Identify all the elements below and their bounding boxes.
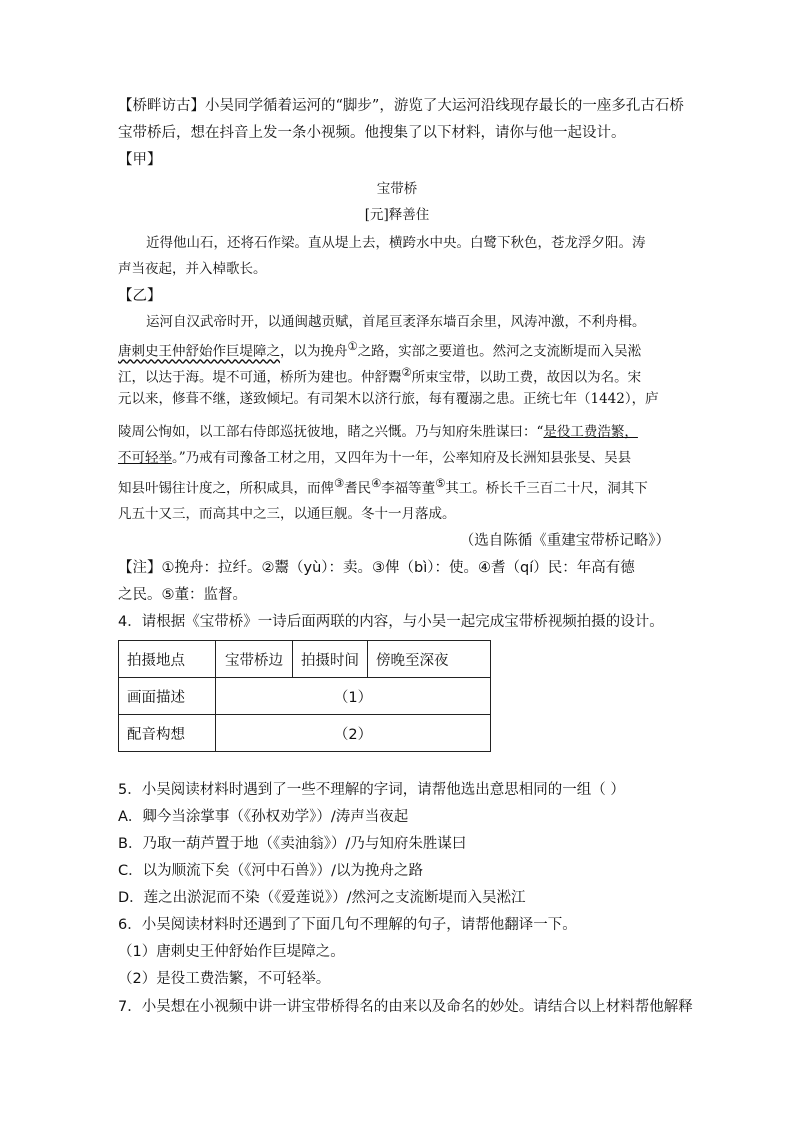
underlined-sentence-1: 是役工费浩繁， — [543, 424, 638, 440]
shooting-design-table — [118, 640, 491, 752]
cell-location-value: 宝带桥边 — [216, 641, 293, 678]
yi-line-1: 运河自汉武帝时开，以通闽越贡赋，首尾亘袤泽东墙百余里，风涛冲激，不利舟楫。 — [146, 314, 646, 330]
notes-line-1: 【注】①挽舟：拉纤。②鬻（yù）：卖。③俾（bì）：使。④耆（qí）民：年高有德 — [118, 560, 635, 576]
yi-line-7-c: 李福等董 — [381, 480, 436, 497]
cell-scene-answer[interactable]: （1） — [216, 678, 491, 715]
q6-sentence-2: （2）是役工费浩繁，不可轻举。 — [118, 971, 331, 987]
poem-line-1: 近得他山石，还将石作梁。直从堤上去，横跨水中央。白鹭下秋色，苍龙浮夕阳。涛 — [146, 235, 646, 251]
yi-line-3-b: 所束宝带，以助工费，故因以为名。宋 — [411, 369, 642, 386]
yi-line-3-a: 江，以达于海。堤不可通，桥所为建也。仲舒鬻 — [118, 369, 402, 386]
note-mark-1: ① — [347, 340, 358, 353]
yi-line-4: 元以来，修葺不继，遂致倾圮。有司架木以济行旅，每有覆溺之患。正统七年（1442），庐 — [118, 391, 659, 407]
q5-option-d[interactable]: D．莲之出淤泥而不染（《爱莲说》）/然河之支流断堤而入吴淞江 — [118, 890, 526, 906]
yi-line-5 — [118, 422, 638, 442]
cell-location-label: 拍摄地点 — [119, 641, 216, 678]
yi-line-7-d: 其工。桥长千三百二十尺，洞其下 — [445, 480, 648, 497]
q5-option-c[interactable]: C．以为顺流下矣（《河中石兽》）/以为挽舟之路 — [118, 863, 424, 879]
q5-option-b[interactable]: B．乃取一葫芦置于地（《卖油翁》）/乃与知府朱胜谋曰 — [118, 836, 467, 852]
yi-line-3 — [118, 363, 641, 388]
poem-title: 宝带桥 — [376, 181, 418, 197]
yi-line-2 — [118, 337, 641, 362]
cell-time-label: 拍摄时间 — [293, 641, 368, 678]
wavy-sentence: 唐刺史王仲舒始作巨堤障之 — [118, 343, 280, 360]
cell-voiceover-label: 配音构想 — [119, 715, 216, 752]
underlined-sentence-2: 不可轻举 — [118, 450, 172, 466]
q4-text: 4．请根据《宝带桥》一诗后面两联的内容，与小吴一起完成宝带桥视频拍摄的设计。 — [118, 614, 664, 630]
notes-line-2: 之民。⑤董：监督。 — [118, 587, 247, 603]
yi-line-7-b: 耆民 — [344, 480, 372, 497]
note-mark-3: ③ — [334, 477, 345, 490]
yi-line-2-a: ，以为挽舟 — [280, 343, 348, 360]
cell-time-value: 傍晚至深夜 — [368, 641, 491, 678]
source-citation: （选自陈循《重建宝带桥记略》） — [459, 533, 670, 549]
jia-label: 【甲】 — [118, 152, 162, 168]
note-mark-4: ④ — [371, 477, 382, 490]
q6-text: 6．小吴阅读材料时还遇到了下面几句不理解的句子，请帮他翻译一下。 — [118, 917, 577, 933]
intro-line-1: 【桥畔访古】小吴同学循着运河的“脚步”，游览了大运河沿线现存最长的一座多孔古石桥 — [118, 98, 684, 114]
q5-text: 5．小吴阅读材料时遇到了一些不理解的字词，请帮他选出意思相同的一组（ ） — [118, 782, 625, 798]
note-mark-2: ② — [401, 366, 412, 379]
q7-text: 7．小吴想在小视频中讲一讲宝带桥得名的由来以及命名的妙处。请结合以上材料帮他解释 — [118, 999, 693, 1015]
note-mark-5: ⑤ — [435, 477, 446, 490]
q6-sentence-1: （1）唐刺史王仲舒始作巨堤障之。 — [118, 944, 345, 960]
yi-line-5-a: 陵周公恂如，以工部右侍郎巡抚彼地，睹之兴慨。乃与知府朱胜谋曰：“ — [118, 424, 544, 440]
yi-line-6 — [118, 448, 631, 468]
cell-voiceover-answer[interactable]: （2） — [216, 715, 491, 752]
yi-line-2-b: 之路，实部之要道也。然河之支流断堤而入吴淞 — [357, 343, 642, 360]
cell-scene-label: 画面描述 — [119, 678, 216, 715]
intro-line-2: 宝带桥后，想在抖音上发一条小视频。他搜集了以下材料，请你与他一起设计。 — [118, 125, 626, 141]
poem-line-2: 声当夜起，并入棹歌长。 — [118, 261, 267, 277]
yi-label: 【乙】 — [118, 288, 162, 304]
yi-line-6-b: 。”乃戒有司豫备工材之用，又四年为十一年，公率知府及长洲知县张旻、吴县 — [172, 450, 632, 466]
poem-author: [元]释善住 — [364, 207, 430, 223]
yi-line-7 — [118, 474, 648, 499]
q5-option-a[interactable]: A．卿今当涂掌事（《孙权劝学》）/涛声当夜起 — [118, 809, 409, 825]
yi-line-7-a: 知县叶锡往计度之，所积咸具，而俾 — [118, 480, 334, 497]
yi-line-8: 凡五十又三，而高其中之三，以通巨舰。冬十一月落成。 — [118, 506, 456, 522]
